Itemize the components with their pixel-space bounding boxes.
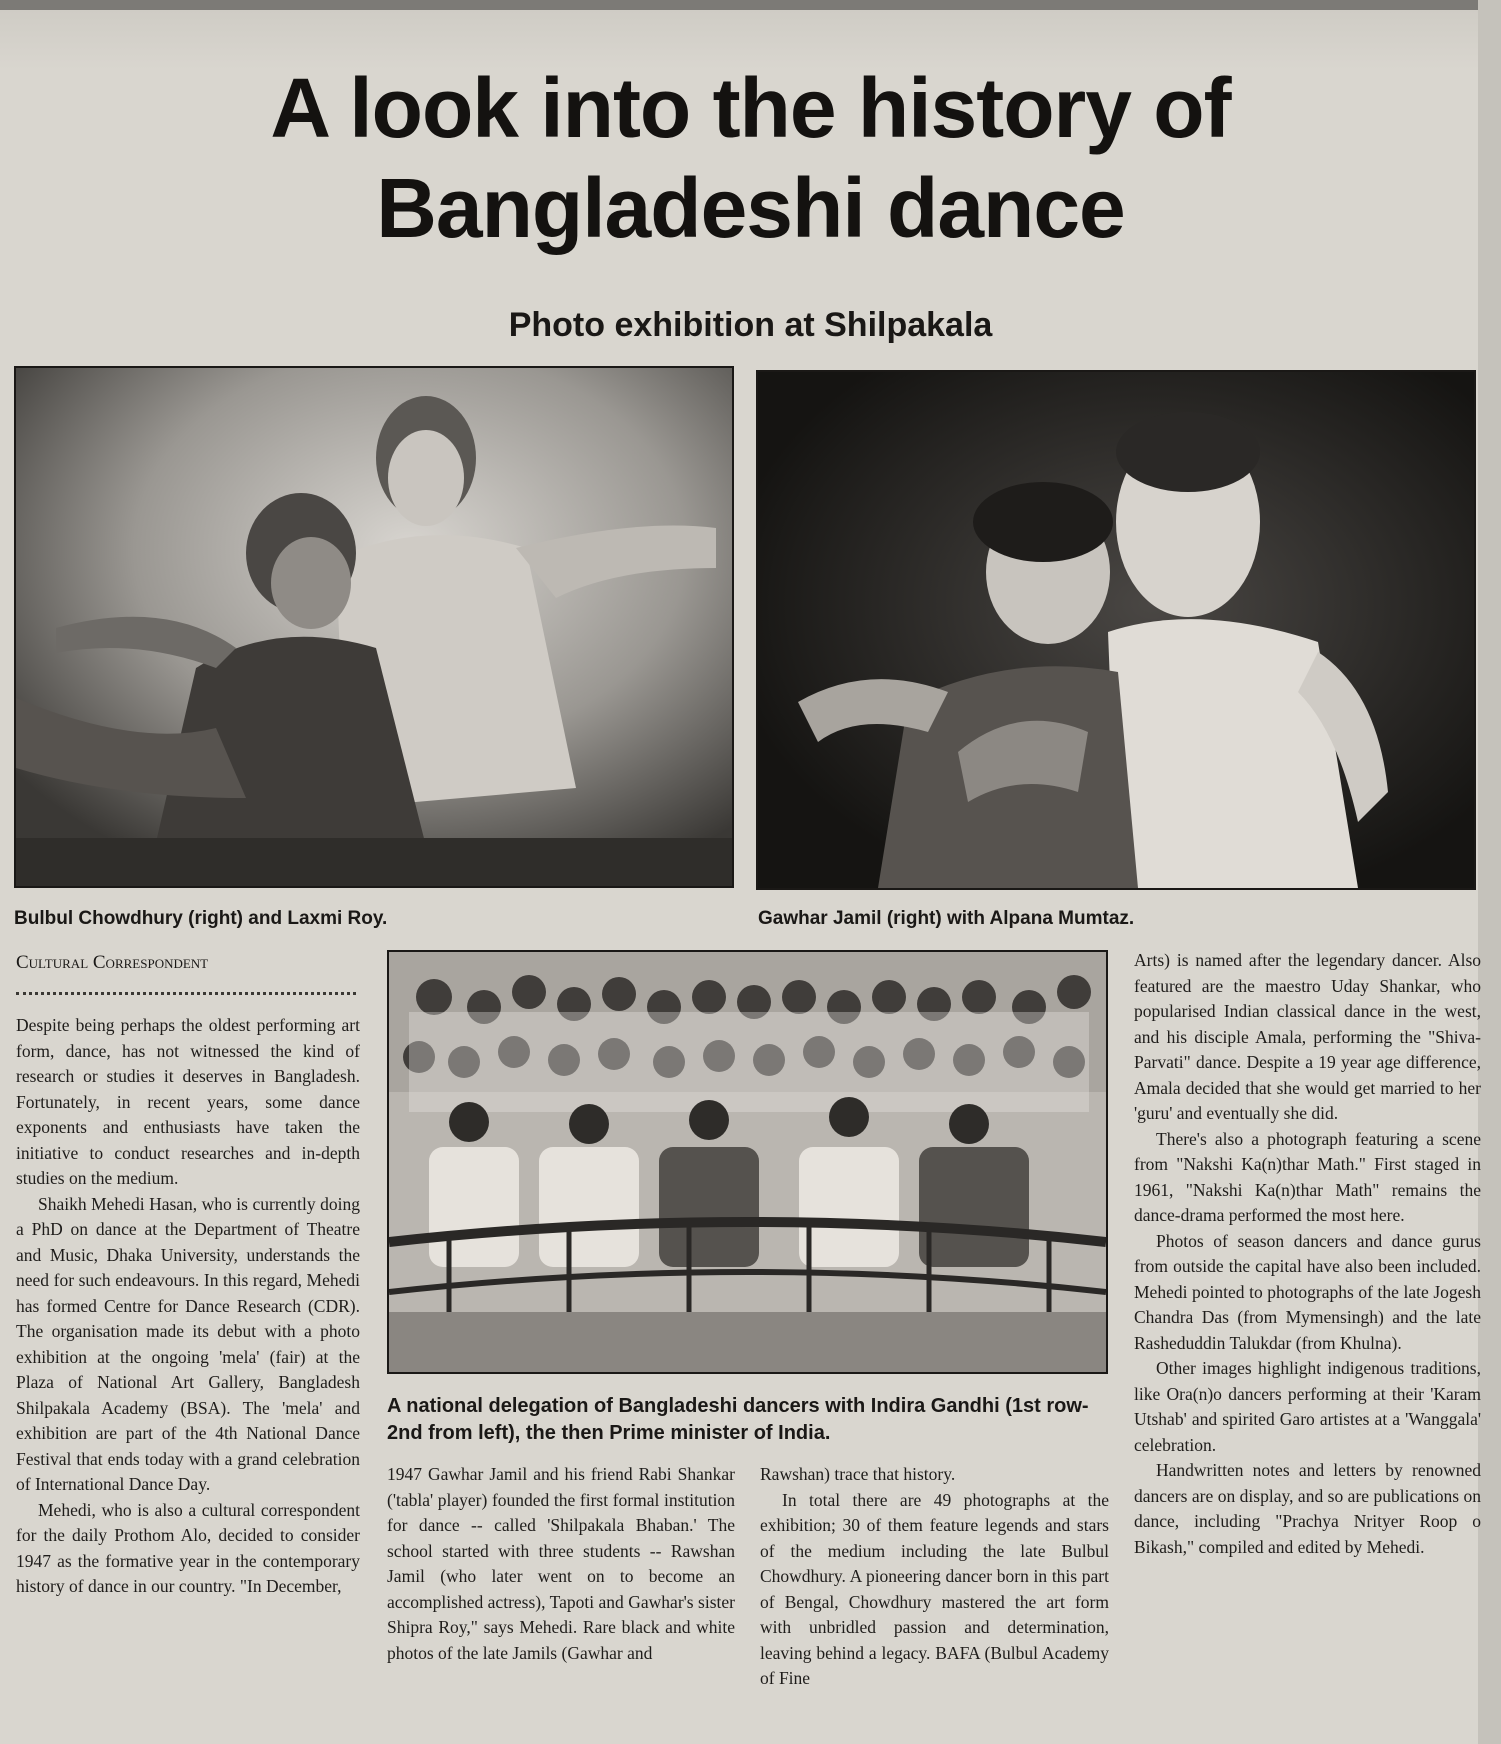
headline [0, 58, 1501, 258]
column-1-paragraph-1: Despite being perhaps the oldest performing art form, dance, has not witnessed the kind of research or studies it deserves in Bangladesh. Fortunately, in recent years, some dance exponents and enthusiasts have taken the initiative to conduct researches and in-depth studies on the medium. [16, 1015, 360, 1188]
photo-gawhar-jamil-alpana-mumtaz [756, 370, 1476, 890]
column-4-paragraph-3: Photos of season dancers and dance gurus from outside the capital have also been included. Mehedi pointed to photographs of the late Jogesh Chandra Das (from Mymensingh) and the late Rasheduddin Talukdar (from Khulna). [1134, 1230, 1481, 1353]
column-4-paragraph-1: Arts) is named after the legendary dancer. Also featured are the maestro Uday Shankar, who popularised Indian classical dance in the west, and his disciple Amala, performing the "Shiva-Parvati" dance. Despite a 19 year age difference, Amala decided that she would get married to her 'guru' and eventually she did. [1134, 950, 1481, 1123]
column-1-paragraph-3: Mehedi, who is also a cultural correspondent for the daily Prothom Alo, decided to consider 1947 as the formative year in the contemporary history of dance in our country. "In December, [16, 1499, 360, 1596]
column-2-paragraph-1: 1947 Gawhar Jamil and his friend Rabi Shankar ('tabla' player) founded the first formal institution for dance -- called 'Shilpakala Bhaban.' The school started with three students -- Rawshan Jamil (who later went on to become an accomplished actress), Tapoti and Gawhar's sister Shipra Roy," says Mehedi. Rare black and white photos of the late Jamils (Gawhar and [387, 1464, 735, 1663]
photo-3-caption: A national delegation of Bangladeshi dancers with Indira Gandhi (1st row- 2nd from left), the then Prime minister of India. [387, 1395, 1089, 1444]
article-column-1 [16, 1013, 360, 1600]
photo-national-delegation-indira-gandhi [387, 950, 1108, 1374]
headline-line-1: A look into the history of [270, 61, 1231, 155]
photo-bulbul-chowdhury-laxmi-roy [14, 366, 734, 888]
article-column-4 [1134, 948, 1481, 1560]
subheadline: Photo exhibition at Shilpakala [508, 306, 993, 344]
byline-rule [16, 992, 356, 995]
column-4-paragraph-5: Handwritten notes and letters by renowned dancers are on display, and so are publications on dance, including "Prachya Nrityer Roop o Bikash," compiled and edited by Mehedi. [1134, 1460, 1481, 1557]
column-3-paragraph-1: Rawshan) trace that history. [760, 1464, 956, 1484]
photo-1-caption: Bulbul Chowdhury (right) and Laxmi Roy. [14, 908, 388, 929]
page-right-edge [1478, 0, 1501, 1744]
column-4-paragraph-4: Other images highlight indigenous traditions, like Ora(n)o dancers performing at their 'Karam Utshab' and spirited Garo artistes at a 'Wanggala' celebration. [1134, 1358, 1481, 1455]
column-1-paragraph-2: Shaikh Mehedi Hasan, who is currently doing a PhD on dance at the Department of Theatre and Music, Dhaka University, understands the need for such endeavours. In this regard, Mehedi has formed Centre for Dance Research (CDR). The organisation made its debut with a photo exhibition at the ongoing 'mela' (fair) at the Plaza of National Art Gallery, Bangladesh Shilpakala Academy (BSA). The 'mela' and exhibition are part of the 4th National Dance Festival that ends today with a grand celebration of International Dance Day. [16, 1193, 360, 1494]
headline-line-2: Bangladeshi dance [376, 161, 1125, 255]
article-column-3 [760, 1462, 1109, 1692]
article-column-2 [387, 1462, 735, 1666]
byline: Cultural Correspondent [16, 952, 209, 973]
column-3-paragraph-2: In total there are 49 photographs at the exhibition; 30 of them feature legends and stars of the medium including the late Bulbul Chowdhury. A pioneering dancer born in this part of Bengal, Chowdhury mastered the art form with unbridled passion and determination, leaving behind a legacy. BAFA (Bulbul Academy of Fine [760, 1489, 1109, 1688]
page-top-edge [0, 0, 1501, 10]
column-4-paragraph-2: There's also a photograph featuring a scene from "Nakshi Ka(n)thar Math." First staged in 1961, "Nakshi Ka(n)thar Math" remains the dance-drama performed the most here. [1134, 1128, 1481, 1225]
photo-2-caption: Gawhar Jamil (right) with Alpana Mumtaz. [758, 908, 1135, 929]
